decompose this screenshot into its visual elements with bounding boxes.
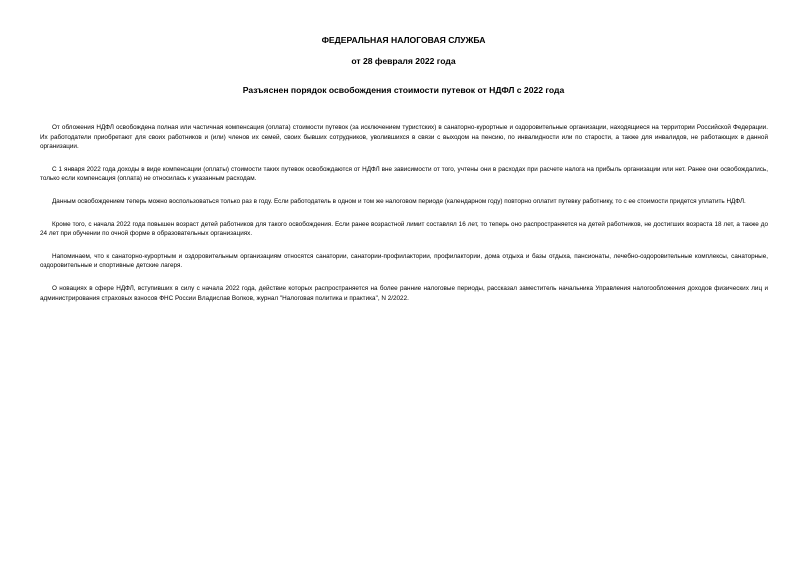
- paragraph: С 1 января 2022 года доходы в виде компенсации (оплаты) стоимости таких путевок освобождаются от НДФЛ вне зависимости от того, учтены они в расходах при расчете налога на прибыль организации или нет. Ранее они освобождались, только если компенсация (оплата) не относилась к указанным расходам.: [40, 165, 768, 183]
- agency-name: ФЕДЕРАЛЬНАЯ НАЛОГОВАЯ СЛУЖБА: [321, 35, 486, 45]
- document-body: [40, 123, 768, 316]
- paragraph: О новациях в сфере НДФЛ, вступивших в силу с начала 2022 года, действие которых распространяется на более ранние налоговые периоды, рассказал заместитель начальника Управления налогообложения доходов физических лиц и администрирования страховых взносов ФНС России Владислав Волков, журнал "Налоговая политика и практика", N 2/2022.: [40, 284, 768, 302]
- paragraph: От обложения НДФЛ освобождена полная или частичная компенсация (оплата) стоимости путевок (за исключением туристских) в санаторно-курортные и оздоровительные организации, находящиеся на территории Российской Федерации. Их работодатели приобретают для своих работников и (или) членов их семей, своих бывших сотрудников, уволившихся в связи с выходом на пенсию, по инвалидности или по старости, а также для инвалидов, не работающих в данной организации.: [40, 124, 768, 151]
- paragraph: Данным освобождением теперь можно воспользоваться только раз в году. Если работодатель в одном и том же налоговом периоде (календарном году) повторно оплатит путевку работнику, то с ее стоимости придется уплатить НДФЛ.: [52, 197, 746, 205]
- paragraph: Кроме того, с начала 2022 года повышен возраст детей работников для такого освобождения. Если ранее возрастной лимит составлял 16 лет, то теперь оно распространяется на детей работников, не достигших возраста 18 лет, а также до 24 лет при обучении по очной форме в образовательных организациях.: [40, 220, 768, 238]
- paragraph: Напоминаем, что к санаторно-курортным и оздоровительным организациям относятся санатории, санатории-профилактории, профилактории, дома отдыха и базы отдыха, пансионаты, лечебно-оздоровительные комплексы, санаторные, оздоровительные и спортивные детские лагеря.: [40, 252, 768, 270]
- document-date: от 28 февраля 2022 года: [351, 56, 456, 66]
- document-title: Разъяснен порядок освобождения стоимости путевок от НДФЛ с 2022 года: [242, 85, 565, 95]
